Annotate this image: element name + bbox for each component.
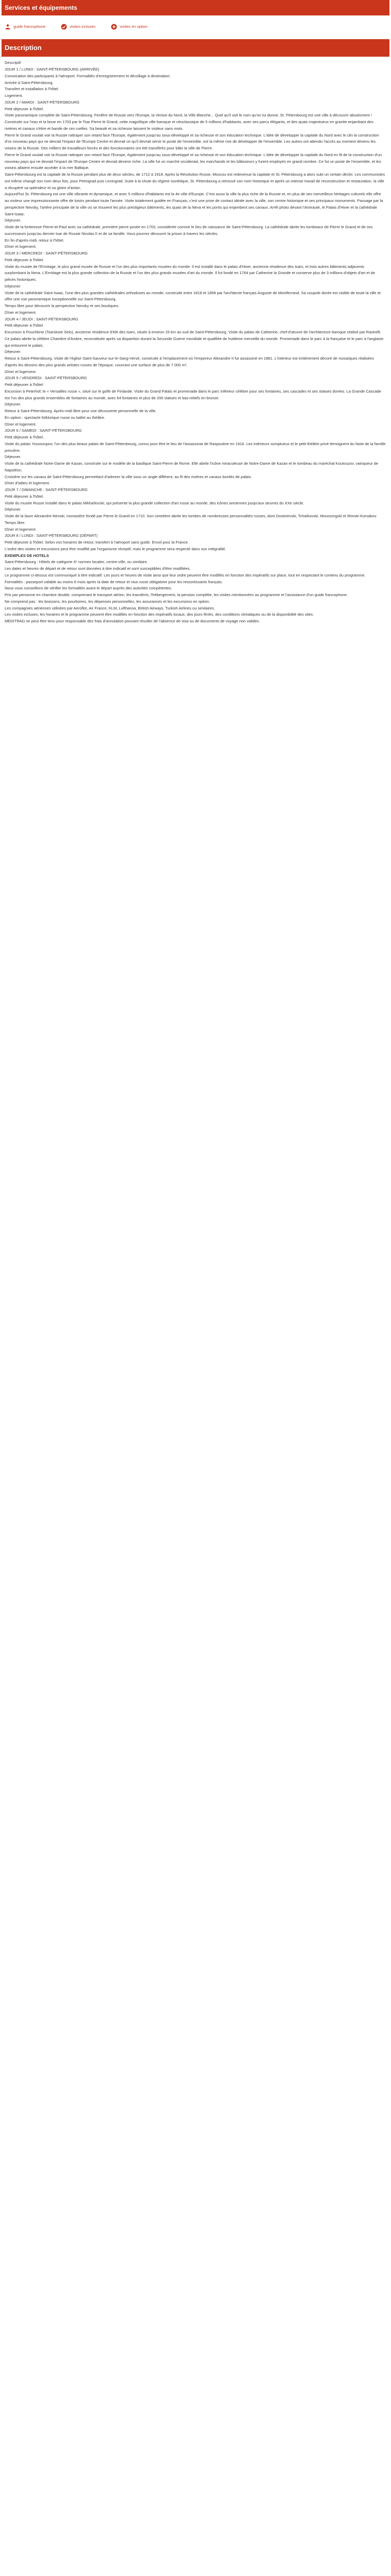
paragraph: Saint-Pétersbourg est la capitale de la Russie pendant plus de deux siècles, de 1712 à 1918. Après la Révolution Russe, Moscou est redevenue la capitale et St. Pétersbourg a alors subi un certain déclin. Les communistes ont même changé son nom deux fois, pour Petrograd puis Leningrad. Suite à la chute du régime soviétique, St. Pétersbourg a retrouvé son nom historique et après un intense travail de reconstruction et restauration, la ville a récupéré sa splendeur et sa gloire d'antan. [5,172,385,190]
note-item: Le programme ci-dessus est communiqué à titre indicatif. Les jours et heures de visite ainsi que leur ordre peuvent être modifiés en fonction des impératifs sur place, tout en respectant le contenu du programme. [5,572,366,578]
paragraph: Dîner et logement. [5,527,37,532]
paragraph: Arrivée à Saint-Pétersbourg. [5,80,54,85]
paragraph: En fin d'après-midi, retour à l'hôtel. [5,238,64,243]
notes-list [5,559,386,625]
note-item: Les visites incluses, les horaires et le programme peuvent être modifiés en fonction des impératifs locaux, des jours fériés, des conditions climatiques ou de la disponibilité des sites. [5,612,314,617]
paragraph: Visite de la cathédrale Notre-Dame de Kazan, construite sur le modèle de la basilique Saint-Pierre de Rome. Elle abrite l'icône miraculeuse de Notre-Dame de Kazan et le tombeau du maréchal Koutouzov, vainqueur de Napoléon. [5,461,379,472]
paragraph: JOUR 5 / VENDREDI : SAINT-PÉTERSBOURG [5,376,87,381]
plus-icon [111,24,117,30]
service-label: guide francophone [13,24,46,29]
description-title: Description [5,44,42,52]
service-visits-optional [111,24,148,30]
paragraph: L'ordre des visites et excursions peut être modifié par l'organisme réceptif, mais le programme sera respecté dans son intégralité. [5,546,226,551]
note-item: Ne comprend pas : les boissons, les pourboires, les dépenses personnelles, les assurances et les excursions en option. [5,599,210,604]
paragraph: Petit déjeuner à l'hôtel. Selon vos horaires de retour, transfert à l'aéroport sans guide. Envol pour la France. [5,540,189,545]
paragraph: Petit déjeuner à l'hôtel. [5,435,44,440]
paragraph: JOUR 2 / MARDI : SAINT-PÉTERSBOURG [5,99,80,105]
paragraph: Déjeuner. [5,454,22,460]
service-visits-included [61,24,95,30]
paragraph: Déjeuner. [5,349,22,354]
page [0,0,391,646]
paragraph: Temps libre. [5,520,26,525]
paragraph: Petit déjeuner à l'hôtel. [5,382,44,387]
itinerary-text [5,60,386,552]
paragraph: Transfert et installation à l'hôtel. [5,87,59,92]
paragraph: Petit déjeuner à l'hôtel. [5,323,44,328]
paragraph: JOUR 7 / DIMANCHE : SAINT-PÉTERSBOURG [5,487,88,493]
paragraph: Logement. [5,93,23,98]
note-item: Les dates et heures de départ et de retour sont données à titre indicatif et sont susceptibles d'être modifiées. [5,566,191,571]
paragraph: Temps libre pour découvrir la perspective Nevsky et ses boutiques. [5,303,120,309]
paragraph: En option : spectacle folklorique russe ou ballet au théâtre. [5,415,105,420]
note-item: MEDITRAD ne peut être tenu pour responsable des frais d'annulation pouvant résulter de l'absence de visa ou de documents de voyage non valides. [5,619,260,624]
paragraph: Dîner et logement. [5,369,37,374]
paragraph: Visite de la forteresse Pierre-et-Paul avec sa cathédrale, première pierre posée en 1703, considérée comme le lieu de naissance de Saint-Pétersbourg. La cathédrale abrite les tombeaux de Pierre le Grand et de ses successeurs jusqu'au dernier tsar de Russie Nicolas II et de sa famille. Vous pourrez découvrir la prison à travers les siècles. [5,225,373,236]
check-icon [61,24,67,30]
paragraph: Visite du musée Russe installé dans le palais Mikhaïlovski, qui présente la plus grande collection d'art russe au monde, des icônes anciennes jusqu'aux œuvres du XXe siècle. [5,500,304,505]
paragraph: Pierre le Grand voulait voir la Russie rattraper son retard face l'Europe, également jusqu'au sous-développé et sa richesse et son éducation technique. L'idée de développer la capitale du Nord en fit de la construction d'un nouveau pays qui ne devrait l'impact de l'Europe Centre et devrait devenir riche. La ville fut un marché occidental, les marchands et les bâtisseurs y furent employés en grand nombre. Ce fut un poste de l'ensemble, et les voisins allaient ensuite accéder à la mer Baltique. [5,152,382,171]
paragraph: Visite du musée de l'Ermitage, le plus grand musée de Russie et l'un des plus importants musées du monde. Il est installé dans le palais d'Hiver, ancienne résidence des tsars, et trois autres bâtiments adjacents surplombant la Neva. L'Ermitage est la plus grande collection de la Russie et l'un des plus grands musées d'art du monde. Il fut fondé en 1764 par Catherine la Grande et conserve plus de 3 millions d'objets d'art et de pièces historiques. [5,264,375,282]
paragraph: JOUR 6 / SAMEDI : SAINT-PÉTERSBOURG [5,428,82,433]
paragraph: Petit déjeuner à l'hôtel. [5,106,44,111]
paragraph: Déjeuner. [5,283,22,289]
paragraph: JOUR 1 / LUNDI : SAINT-PÉTERSBOURG (ARRIVÉE) [5,67,100,72]
services-row [2,15,389,33]
paragraph: Visite de la laure Alexandre-Nevski, monastère fondé par Pierre le Grand en 1710. Son cimetière abrite les tombes de nombreuses personnalités russes, dont Dostoïevski, Tchaïkovski, Moussorgski et Rimski-Korsakov. [5,514,378,519]
paragraph: Retour à Saint-Pétersbourg. Visite de l'église Saint-Sauveur-sur-le-Sang-Versé, construite à l'emplacement où l'empereur Alexandre II fut assassiné en 1881. L'intérieur est entièrement décoré de mosaïques réalisées d'après les dessins des plus grands artistes russes de l'époque, couvrant une surface de plus de 7 000 m². [5,356,374,367]
paragraph: Aujourd'hui St. Pétersbourg est une ville vibrante et dynamique, et avec 5 millions d'habitants est la 4e ville d'Europe. C'est aussi la ville la plus riche de la Russie et, en plus de ses merveilleux héritages culturels elle offre au visiteur une impressionnante offre de loisirs pendant toute l'année. Visite totalement guidée en Français, c'est une prise de contact idéale avec la ville, son centre historique et ses principaux monuments. Passage par la perspective Nevsky, l'artère principale de la ville où se trouvent les plus prestigieux bâtiments, les quais de la Neva et les ponts qui enjambent ses canaux. Arrêt photo devant l'Amirauté, le Palais d'Hiver et la cathédrale Saint-Isaac. [5,192,383,216]
paragraph: Visite de la cathédrale Saint-Isaac, l'une des plus grandes cathédrales orthodoxes au monde, construite entre 1818 et 1858 par l'architecte français Auguste de Montferrand. Sa coupole dorée est visible de toute la ville et offre une vue panoramique exceptionnelle sur Saint-Pétersbourg. [5,290,381,302]
paragraph: Excursion à Peterhof, le « Versailles russe », situé sur le golfe de Finlande. Visite du Grand Palais et promenade dans le parc inférieur célèbre pour ses fontaines, ses cascades et ses statues dorées. La Grande Cascade est l'un des plus grands ensembles de fontaines au monde, avec 64 fontaines et plus de 200 statues et bas-reliefs en bronze. [5,388,381,400]
service-label: visites en option [120,24,148,29]
paragraph: Déjeuner. [5,507,22,512]
paragraph: JOUR 4 / JEUDI : SAINT-PÉTERSBOURG [5,316,78,321]
note-item: Les compagnies aériennes utilisées par Aeroflot, Air France, KLM, Lufthansa, British Airways, Turkish Airlines ou similaires. [5,605,215,611]
notes-title: EXEMPLES DE HOTELS [5,553,49,558]
paragraph: Croisière sur les canaux de Saint-Pétersbourg permettant d'admirer la ville sous un angle différent, au fil des rivières et canaux bordés de palais. [5,474,252,479]
note-item: Saint-Pétersbourg : Hôtels de catégorie 4* normes locales, centre-ville, ou similaire. [5,560,148,565]
service-guide [5,24,45,30]
paragraph: Retour à Saint-Pétersbourg. Après-midi libre pour une découverte personnelle de la ville. [5,409,157,414]
note-item: Prix par personne en chambre double, comprenant le transport aérien, les transferts, l'hébergement, la pension complète, les visites mentionnées au programme et l'assistance d'un guide francophone. [5,592,348,598]
paragraph: Petit déjeuner à l'hôtel. [5,257,44,262]
paragraph: Visite du palais Youssoupov, l'un des plus beaux palais de Saint-Pétersbourg, connu pour être le lieu de l'assassinat de Raspoutine en 1916. Les intérieurs somptueux et le petit théâtre privé témoignent du faste de la famille princière. [5,441,386,453]
paragraph: Visite panoramique complète de Saint-Pétersbourg. Fenêtre de Russie vers l'Europe, la Venise du Nord, la Ville Blanche... Quel qu'il soit le nom qu'on lui donne, St. Pétersbourg est une ville à découvrir absolument ! Construite sur l'eau et la boue en 1703 par le Tsar Pierre le Grand, cette magnifique ville baroque et néoclassique de 5 millions d'habitants, avec ses parcs élégants, et des quais majestueux en granite enjambant des rivières et canaux s'étire et bande de ces ruelles. Sa beauté et sa richesse laissent le visiteur sans mots. [5,113,373,131]
paragraph: Déjeuner. [5,218,22,223]
service-label: visites incluses [70,24,96,29]
services-header [2,0,389,15]
paragraph: Dîner et logement. [5,244,37,249]
paragraph: Convocation des participants à l'aéroport. Formalités d'enregistrement et décollage à destination. [5,73,171,78]
services-title: Services et équipements [5,4,77,11]
paragraph: Descriptif [5,60,21,65]
description-content [2,57,389,625]
description-header [2,39,389,57]
person-icon [5,24,11,30]
paragraph: Dîner d'adieu et logement. [5,481,50,486]
paragraph: Excursion à Pouchkine (Tsarskoïe Selo), ancienne résidence d'été des tsars, située à environ 25 km au sud de Saint-Pétersbourg. Visite du palais de Catherine, chef-d'œuvre de l'architecture baroque réalisé par Rastrelli. Ce palais abrite la célèbre Chambre d'Ambre, reconstituée après sa disparition durant la Seconde Guerre mondiale et qualifiée de huitième merveille du monde. Promenade dans le parc à la française et le parc à l'anglaise qui entourent le palais. [5,330,384,348]
paragraph: JOUR 3 / MERCREDI : SAINT-PÉTERSBOURG [5,251,88,256]
paragraph: Petit déjeuner à l'hôtel. [5,494,44,499]
paragraph: Dîner et logement. [5,421,37,427]
paragraph: JOUR 8 / LUNDI : SAINT-PÉTERSBOURG (DÉPART) [5,533,98,538]
paragraph: Déjeuner. [5,402,22,407]
note-item: Nous vous conseillons de vérifier les formalités avant le départ auprès des autorités compétentes. [5,586,172,591]
note-item: Formalités : passeport valable au moins 6 mois après la date de retour et visa russe obligatoire pour les ressortissants français. [5,579,223,584]
paragraph: Dîner et logement. [5,310,37,315]
paragraph: Pierre le Grand voulait voir la Russie rattraper son retard face l'Europe, également jusqu'au sous-développé et sa richesse et son éducation technique. L'idée de développer la capitale du Nord avec le clin la construction d'ce nouveau pays qui ne devrait l'impact de l'Europe Centre et devrait ce qu'il devrait servir le poste de l'ensemble, est la même rive de développer de l'ensemble. Les autres ont attendu l'accès au moment devenu les voisins de la Russie. Des milliers de travailleurs forcés et des fonctionnaires ont été transférés pour bâtir la ville de Pierre. [5,132,379,151]
